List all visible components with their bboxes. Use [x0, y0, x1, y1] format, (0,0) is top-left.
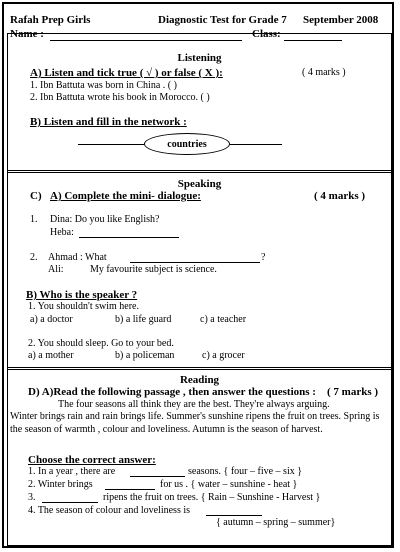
- speaker-q2-option-b[interactable]: b) a policeman: [115, 350, 175, 361]
- listening-a-heading: A) Listen and tick true ( √ ) or false ( X ):: [30, 67, 223, 79]
- speaker-q2-option-a[interactable]: a) a mother: [28, 350, 74, 361]
- network-right-line[interactable]: [230, 144, 282, 145]
- choice-3-start: 3.: [28, 492, 36, 503]
- speaker-q2-option-c[interactable]: c) a grocer: [202, 350, 245, 361]
- passage-line-1: The four seasons all think they are the best. They're always arguing.: [58, 399, 330, 410]
- network-center-node: countries: [144, 133, 230, 155]
- network-left-line[interactable]: [78, 144, 144, 145]
- choice-4-options: { autumn – spring – summer}: [216, 517, 336, 528]
- listening-title: Listening: [177, 52, 222, 64]
- dialogue-1-answer-field[interactable]: [79, 237, 179, 238]
- speaking-c-heading: A) Complete the mini- dialogue:: [50, 190, 201, 202]
- dialogue-2-line-b-speaker: Ali:: [48, 264, 64, 275]
- choice-4-start: 4. The season of colour and loveliness is: [28, 505, 191, 516]
- section-divider: [7, 170, 392, 173]
- choice-3-field[interactable]: [42, 502, 98, 503]
- dialogue-1-line-b: Heba:: [50, 227, 74, 238]
- reading-title: Reading: [179, 374, 220, 386]
- listening-item-2: 2. Ibn Battuta wrote his book in Morocco. ( ): [30, 92, 210, 103]
- name-field[interactable]: [50, 40, 242, 41]
- choose-heading: Choose the correct answer:: [28, 454, 156, 466]
- speaker-q1-option-c[interactable]: c) a teacher: [200, 314, 247, 325]
- class-label: Class:: [252, 28, 281, 40]
- choice-1-end: seasons. { four – five – six }: [188, 466, 303, 477]
- choice-2-field[interactable]: [105, 489, 155, 490]
- listening-b-heading: B) Listen and fill in the network :: [30, 116, 187, 128]
- choice-4-field[interactable]: [206, 515, 262, 516]
- speaking-b-heading: B) Who is the speaker ?: [26, 289, 138, 301]
- speaker-q1-option-a[interactable]: a) a doctor: [30, 314, 73, 325]
- dialogue-1-line-a: Dina: Do you like English?: [50, 214, 160, 225]
- name-label: Name :: [10, 28, 44, 40]
- listening-a-marks: ( 4 marks ): [302, 67, 346, 78]
- dialogue-2-question-field[interactable]: [130, 262, 260, 263]
- dialogue-1-number: 1.: [30, 214, 38, 225]
- choice-2-end: for us . { water – sunshine - heat }: [160, 479, 298, 490]
- speaker-q1: 1. You shouldn't swim here.: [28, 301, 139, 312]
- choice-2-start: 2. Winter brings: [28, 479, 93, 490]
- school-name: Rafah Prep Girls: [10, 14, 91, 26]
- listening-item-1: 1. Ibn Battuta was born in China . ( ): [30, 80, 177, 91]
- dialogue-2-number: 2.: [30, 252, 38, 263]
- speaker-q1-option-b[interactable]: b) a life guard: [115, 314, 172, 325]
- test-title: Diagnostic Test for Grade 7: [158, 14, 287, 26]
- test-date: September 2008: [303, 14, 379, 26]
- choice-3-end: ripens the fruit on trees. { Rain – Sunshine - Harvest }: [103, 492, 321, 503]
- speaking-c-marks: ( 4 marks ): [314, 190, 366, 202]
- passage-body: Winter brings rain and rain brings life. Summer's sunshine ripens the fruit on trees. Spring is the season of warmth , colour and loveliness. Autumn is the season of harvest.: [10, 411, 380, 435]
- speaking-title: Speaking: [177, 178, 222, 190]
- reading-d-marks: ( 7 marks ): [327, 386, 379, 398]
- section-divider: [7, 367, 392, 370]
- speaking-c-label: C): [30, 190, 42, 202]
- dialogue-2-line-b-text: My favourite subject is science.: [90, 264, 217, 275]
- choice-1-field[interactable]: [130, 476, 185, 477]
- dialogue-2-line-a: Ahmad : What: [48, 252, 107, 263]
- reading-d-heading: D) A)Read the following passage , then answer the questions :: [28, 386, 316, 398]
- choice-1-start: 1. In a year , there are: [28, 466, 116, 477]
- dialogue-2-question-mark: ?: [261, 252, 266, 263]
- speaker-q2: 2. You should sleep. Go to your bed.: [28, 338, 174, 349]
- class-field[interactable]: [284, 40, 342, 41]
